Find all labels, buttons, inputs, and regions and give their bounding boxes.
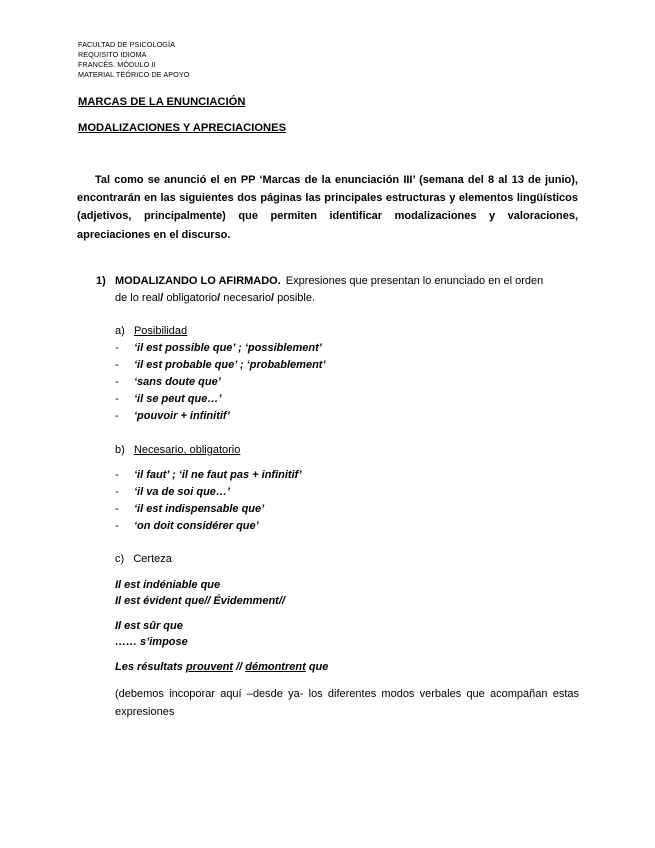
section1-text-real: de lo real: [115, 292, 161, 304]
certeza-line-5-start: Les résultats: [115, 661, 183, 673]
dash-b4: -: [115, 520, 119, 532]
certeza-sep: //: [236, 661, 243, 673]
section1-number: 1): [96, 275, 106, 287]
sub-a-label: a): [115, 325, 125, 337]
certeza-line-3: Il est sûr que: [115, 620, 183, 632]
title-modalizaciones: MODALIZACIONES Y APRECIACIONES: [78, 122, 287, 134]
dash-a3: -: [115, 376, 119, 388]
sub-b-heading: [115, 444, 240, 456]
slash-2: /: [217, 292, 221, 304]
certeza-line-4: …… s’impose: [115, 636, 188, 648]
certeza-line-5: [115, 661, 328, 673]
list-item-a3: ‘sans doute que’: [134, 376, 221, 388]
sub-c-label: c): [115, 553, 125, 565]
title-marcas: MARCAS DE LA ENUNCIACIÓN: [78, 96, 246, 108]
list-item-b3: ‘il est indispensable que’: [134, 503, 265, 515]
list-item-b2: ‘il va de soi que…’: [134, 486, 230, 498]
list-item-b1: ‘il faut’ ; ‘il ne faut pas + infinitif’: [134, 469, 302, 481]
dash-b1: -: [115, 469, 119, 481]
section1-text-line1: [286, 275, 578, 287]
intro-text: Tal como se anunció el en PP ‘Marcas de la enunciación III’ (semana del 8 al 13 de junio), encontrarán en las siguientes dos páginas las principales estructuras y elementos lingüísticos (adjetivos, principalmente) que permiten identificar modalizaciones y valoraciones, apreciaciones en el discurso.: [77, 174, 578, 241]
certeza-line-1: Il est indéniable que: [115, 579, 221, 591]
section1-line2: [115, 292, 315, 304]
list-item-a2: ‘il est probable que’ ; ‘probablement’: [134, 359, 326, 371]
section1-text-posible: posible.: [277, 292, 316, 304]
section1-text: Expresiones que presentan lo enunciado en el orden: [285, 275, 544, 287]
section1-text-obligatorio: obligatorio: [166, 292, 218, 304]
header-line-module: FRANCÉS. MÓDULO II: [78, 60, 156, 69]
slash-1: /: [160, 292, 164, 304]
dash-b2: -: [115, 486, 119, 498]
header-line-material: MATERIAL TEÓRICO DE APOYO: [78, 70, 190, 79]
dash-b3: -: [115, 503, 119, 515]
list-item-a4: ‘il se peut que…’: [134, 393, 222, 405]
slash-3: /: [270, 292, 275, 304]
sub-b-title: Necesario, obligatorio: [133, 444, 241, 456]
dash-a1: -: [115, 342, 119, 354]
sub-a-title: Posibilidad: [133, 325, 188, 337]
list-item-a1: ‘il est possible que’ ; ‘possiblement’: [134, 342, 322, 354]
dash-a5: -: [115, 410, 119, 422]
section1-text-necesario: necesario: [223, 292, 271, 304]
certeza-line-5-end: que: [308, 661, 329, 673]
list-item-a5: ‘pouvoir + infinitif’: [134, 410, 230, 422]
certeza-demontrent: démontrent: [245, 661, 306, 673]
section1-heading: MODALIZANDO LO AFIRMADO.: [115, 275, 281, 287]
dash-a2: -: [115, 359, 119, 371]
sub-c-title: Certeza: [133, 553, 172, 565]
certeza-line-2: Il est évident que// Évidemment//: [115, 595, 285, 607]
dash-a4: -: [115, 393, 119, 405]
certeza-note: (debemos incoporar aquí –desde ya- los diferentes modos verbales que acompañan estas expresiones: [115, 688, 579, 718]
header-line-faculty: FACULTAD DE PSICOLOGÍA: [78, 40, 175, 49]
header-line-requirement: REQUISITO IDIOMA: [78, 50, 147, 59]
sub-b-label: b): [115, 444, 125, 456]
sub-c-heading: [115, 553, 172, 565]
section1-line1: [115, 275, 578, 287]
certeza-prouvent: prouvent: [185, 661, 233, 673]
intro-paragraph: [77, 171, 578, 244]
sub-a-heading: [115, 325, 187, 337]
list-item-b4: ‘on doit considérer que’: [134, 520, 259, 532]
